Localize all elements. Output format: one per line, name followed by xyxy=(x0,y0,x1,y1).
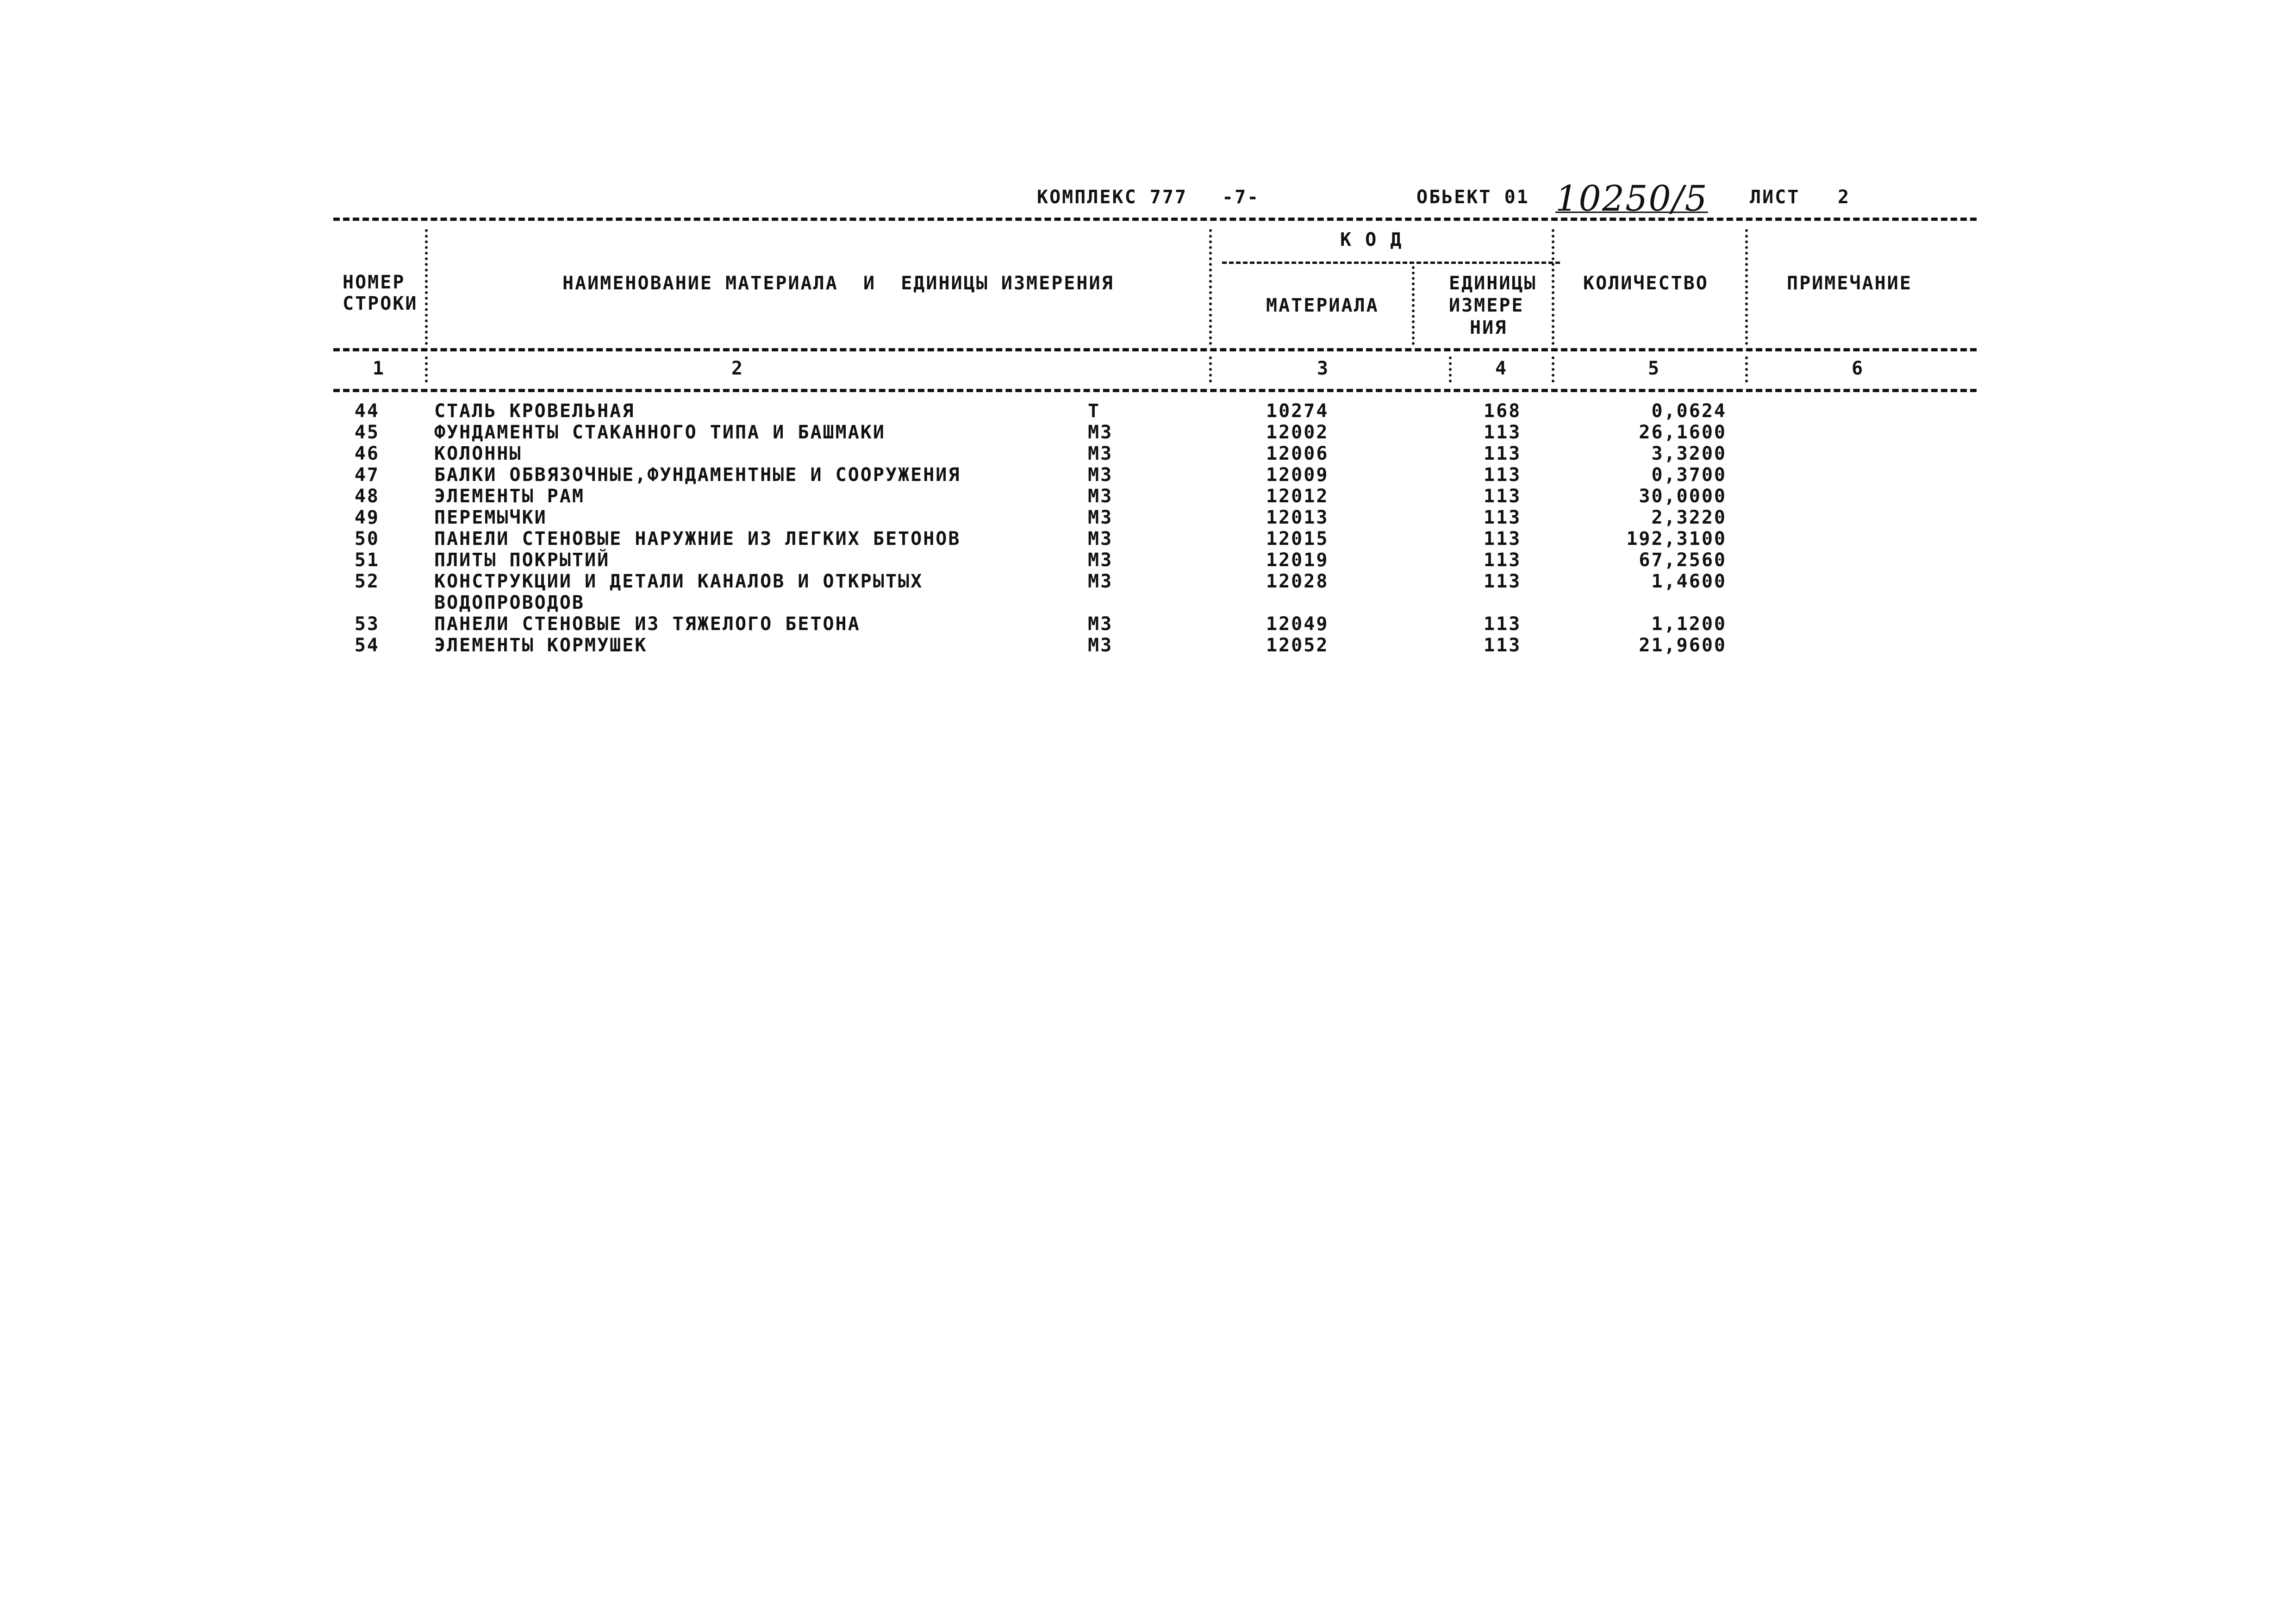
row-number: 48 xyxy=(354,486,380,507)
object-label: ОБЬЕКТ 01 xyxy=(1416,187,1529,208)
unit-code: 113 xyxy=(1484,550,1522,571)
material-name: СТАЛЬ КРОВЕЛЬНАЯ xyxy=(434,400,635,422)
quantity: 3,3200 xyxy=(1651,443,1727,464)
material-code: 12019 xyxy=(1266,550,1329,571)
quantity: 1,4600 xyxy=(1651,571,1727,592)
quantity: 0,0624 xyxy=(1651,400,1727,422)
separator xyxy=(1209,229,1212,345)
material-code: 12015 xyxy=(1266,528,1329,550)
complex-label: КОМПЛЕКС 777 xyxy=(1037,187,1187,208)
material-name-continued: ВОДОПРОВОДОВ xyxy=(434,592,585,613)
unit: М3 xyxy=(1088,528,1113,550)
material-name: ПАНЕЛИ СТЕНОВЫЕ ИЗ ТЯЖЕЛОГО БЕТОНА xyxy=(434,613,861,635)
sheet-number: 2 xyxy=(1838,187,1851,208)
material-name: КОНСТРУКЦИИ И ДЕТАЛИ КАНАЛОВ И ОТКРЫТЫХ xyxy=(434,571,923,592)
col-quantity: КОЛИЧЕСТВО xyxy=(1583,273,1709,294)
material-code: 12009 xyxy=(1266,464,1329,486)
material-code: 10274 xyxy=(1266,400,1329,422)
unit-code: 113 xyxy=(1484,486,1522,507)
row-number: 53 xyxy=(354,613,380,635)
separator xyxy=(1412,266,1415,345)
col-number-6: 6 xyxy=(1852,358,1865,379)
unit: М3 xyxy=(1088,443,1113,464)
material-code: 12049 xyxy=(1266,613,1329,635)
unit: М3 xyxy=(1088,613,1113,635)
col-material-code: МАТЕРИАЛА xyxy=(1266,295,1379,316)
rule-code-split xyxy=(1222,262,1560,264)
unit-code: 113 xyxy=(1484,422,1522,443)
unit: М3 xyxy=(1088,550,1113,571)
quantity: 30,0000 xyxy=(1639,486,1727,507)
quantity: 192,3100 xyxy=(1626,528,1727,550)
unit: М3 xyxy=(1088,422,1113,443)
material-code: 12002 xyxy=(1266,422,1329,443)
row-number: 54 xyxy=(354,635,380,656)
unit: М3 xyxy=(1088,486,1113,507)
unit: М3 xyxy=(1088,464,1113,486)
separator xyxy=(1209,356,1212,382)
material-name: ЭЛЕМЕНТЫ РАМ xyxy=(434,486,585,507)
separator xyxy=(1745,356,1748,382)
unit: М3 xyxy=(1088,507,1113,528)
material-code: 12052 xyxy=(1266,635,1329,656)
page-mark: -7- xyxy=(1222,187,1260,208)
row-number: 51 xyxy=(354,550,380,571)
unit: М3 xyxy=(1088,635,1113,656)
separator xyxy=(1552,229,1554,345)
material-name: ПЛИТЫ ПОКРЫТИЙ xyxy=(434,550,610,571)
row-number: 49 xyxy=(354,507,380,528)
row-number: 44 xyxy=(354,400,380,422)
material-name: БАЛКИ ОБВЯЗОЧНЫЕ,ФУНДАМЕНТНЫЕ И СООРУЖЕНИЯ xyxy=(434,464,961,486)
quantity: 0,3700 xyxy=(1651,464,1727,486)
row-number: 50 xyxy=(354,528,380,550)
rule-under-numbers xyxy=(333,389,1977,392)
material-name: ПАНЕЛИ СТЕНОВЫЕ НАРУЖНИЕ ИЗ ЛЕГКИХ БЕТОНОВ xyxy=(434,528,961,550)
material-code: 12013 xyxy=(1266,507,1329,528)
rule-under-header xyxy=(333,348,1977,351)
separator xyxy=(425,229,428,345)
separator xyxy=(1745,229,1748,345)
unit-code: 113 xyxy=(1484,571,1522,592)
col-number-2: 2 xyxy=(731,358,744,379)
col-code: К О Д xyxy=(1340,229,1403,250)
unit-code: 168 xyxy=(1484,400,1522,422)
quantity: 21,9600 xyxy=(1639,635,1727,656)
unit-code: 113 xyxy=(1484,507,1522,528)
col-name: НАИМЕНОВАНИЕ МАТЕРИАЛА И ЕДИНИЦЫ ИЗМЕРЕНИЯ xyxy=(562,273,1114,294)
unit-code: 113 xyxy=(1484,464,1522,486)
unit-code: 113 xyxy=(1484,613,1522,635)
unit-code: 113 xyxy=(1484,635,1522,656)
material-name: ФУНДАМЕНТЫ СТАКАННОГО ТИПА И БАШМАКИ xyxy=(434,422,886,443)
material-name: ЭЛЕМЕНТЫ КОРМУШЕК xyxy=(434,635,648,656)
col-row-no-line1: НОМЕР xyxy=(343,272,406,293)
col-number-5: 5 xyxy=(1648,358,1661,379)
row-number: 52 xyxy=(354,571,380,592)
quantity: 67,2560 xyxy=(1639,550,1727,571)
sheet-label: ЛИСТ xyxy=(1750,187,1800,208)
separator xyxy=(1552,356,1554,382)
col-unit-line1: ЕДИНИЦЫ xyxy=(1449,273,1537,294)
row-number: 45 xyxy=(354,422,380,443)
material-name: КОЛОННЫ xyxy=(434,443,522,464)
separator xyxy=(425,356,428,382)
rule-top xyxy=(333,218,1977,221)
object-number-handwritten: 10250/5 xyxy=(1555,178,1708,219)
col-unit-line3: НИЯ xyxy=(1470,317,1508,338)
material-code: 12012 xyxy=(1266,486,1329,507)
col-unit-line2: ИЗМЕРЕ xyxy=(1449,295,1524,316)
unit: Т xyxy=(1088,400,1101,422)
col-note: ПРИМЕЧАНИЕ xyxy=(1787,273,1912,294)
unit-code: 113 xyxy=(1484,528,1522,550)
unit-code: 113 xyxy=(1484,443,1522,464)
material-code: 12006 xyxy=(1266,443,1329,464)
separator xyxy=(1449,356,1452,382)
quantity: 1,1200 xyxy=(1651,613,1727,635)
material-code: 12028 xyxy=(1266,571,1329,592)
col-number-1: 1 xyxy=(373,358,386,379)
row-number: 46 xyxy=(354,443,380,464)
col-number-4: 4 xyxy=(1495,358,1508,379)
col-row-no-line2: СТРОКИ xyxy=(343,293,418,314)
quantity: 26,1600 xyxy=(1639,422,1727,443)
col-number-3: 3 xyxy=(1317,358,1330,379)
material-name: ПЕРЕМЫЧКИ xyxy=(434,507,547,528)
row-number: 47 xyxy=(354,464,380,486)
quantity: 2,3220 xyxy=(1651,507,1727,528)
unit: М3 xyxy=(1088,571,1113,592)
